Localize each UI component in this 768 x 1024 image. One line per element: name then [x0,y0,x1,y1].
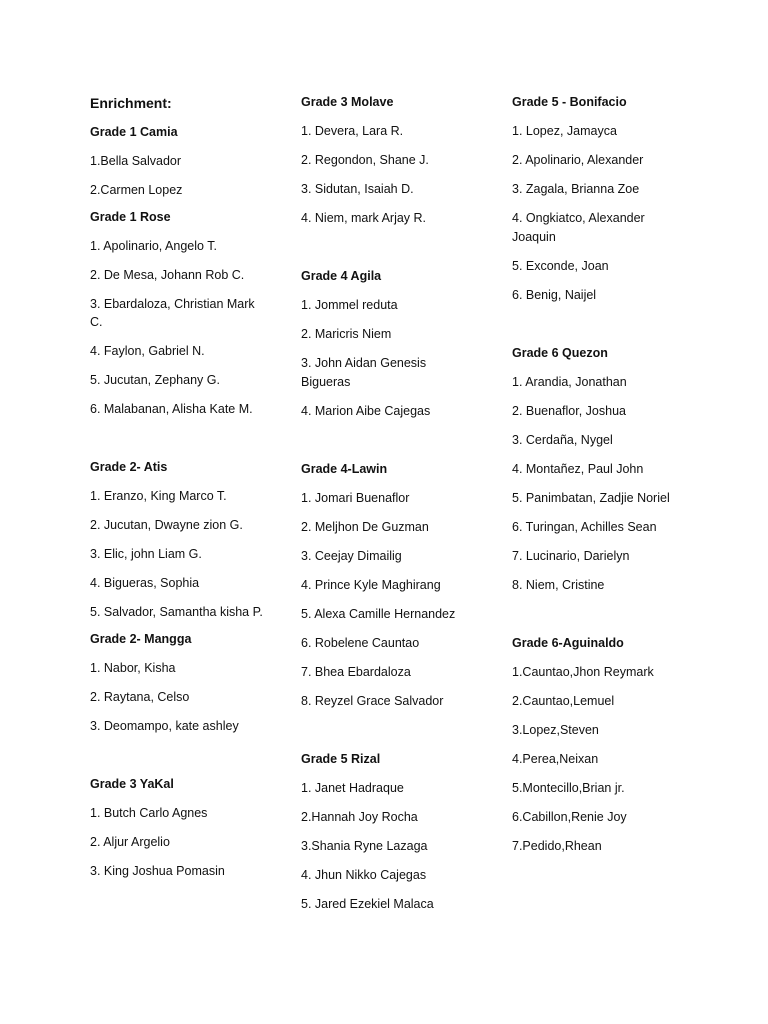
list-item: 1. Apolinario, Angelo T. [90,238,217,253]
section-grade-6-aguinaldo [512,634,687,856]
spacer [512,315,687,344]
list-item: 1. Butch Carlo Agnes [90,805,208,820]
list-item: 4. Marion Aibe Cajegas [301,403,431,418]
list-item: 3. Elic, john Liam G. [90,547,202,561]
list-item: 5. Salvador, Samantha kisha P. [90,605,263,619]
list-item: 2.Cauntao,Lemuel [512,693,615,708]
list-item: 8. Niem, Cristine [512,577,605,592]
section-heading: Grade 5 - Bonifacio [512,95,627,109]
list-item: 1.Cauntao,Jhon Reymark [512,664,654,679]
list-item: 2. Meljhon De Guzman [301,519,429,534]
list-item: 4. Niem, mark Arjay R. [301,211,427,225]
list-item: 3.Lopez,Steven [512,722,599,737]
section-grade-3-molave [301,93,476,228]
list-item: 5. Jucutan, Zephany G. [90,373,220,387]
list-item: 6. Benig, Naijel [512,287,597,302]
list-item: 5. Jared Ezekiel Malaca [301,896,434,911]
section-heading: Grade 6 Quezon [512,345,608,360]
list-item: 1. Janet Hadraque [301,780,404,795]
list-item: 1. Jommel reduta [301,298,398,312]
list-item: 7. Bhea Ebardaloza [301,664,411,679]
section-heading: Grade 3 Molave [301,95,394,109]
list-item: 6. Malabanan, Alisha Kate M. [90,402,253,416]
list-item: 5. Exconde, Joan [512,258,609,273]
list-item: 1.Bella Salvador [90,154,182,168]
list-item: 2. Jucutan, Dwayne zion G. [90,518,243,532]
list-item: 2. De Mesa, Johann Rob C. [90,267,245,282]
section-heading: Grade 1 Rose [90,209,171,224]
list-item: 5. Panimbatan, Zadjie Noriel [512,490,670,505]
list-item: 2. Raytana, Celso [90,689,190,704]
section-grade-5-bonifacio [512,93,687,304]
list-item: 1. Nabor, Kisha [90,660,176,675]
section-heading: Grade 2- Atis [90,460,168,474]
list-item: 1. Eranzo, King Marco T. [90,489,227,503]
list-item: 1. Devera, Lara R. [301,124,404,138]
column-3 [512,93,687,866]
list-item: 4. Faylon, Gabriel N. [90,344,205,358]
section-grade-1-rose [90,208,265,419]
spacer [301,721,476,750]
list-item: 2. Aljur Argelio [90,834,170,849]
section-heading: Grade 6-Aguinaldo [512,635,624,650]
list-item: 8. Reyzel Grace Salvador [301,693,444,708]
spacer [90,746,265,775]
list-item: 1. Arandia, Jonathan [512,374,627,389]
section-grade-5-rizal [301,750,476,914]
list-item: 3. Zagala, Brianna Zoe [512,182,640,196]
list-item: 5.Montecillo,Brian jr. [512,780,625,795]
list-item: 1. Lopez, Jamayca [512,124,617,138]
list-item: 2.Hannah Joy Rocha [301,809,418,824]
list-item: 7.Pedido,Rhean [512,838,602,853]
spacer [301,238,476,267]
section-grade-6-quezon [512,344,687,595]
list-item: 4. Prince Kyle Maghirang [301,577,441,592]
section-heading: Grade 5 Rizal [301,751,381,766]
list-item: 2. Apolinario, Alexander [512,153,644,167]
spacer [512,605,687,634]
list-item: 4. Bigueras, Sophia [90,576,200,590]
list-item: 3. Ceejay Dimailig [301,548,402,563]
list-item: 3. Ebardaloza, Christian Mark C. [90,296,255,329]
list-item: 7. Lucinario, Darielyn [512,548,630,563]
column-2 [301,93,476,924]
list-item: 3. Cerdaña, Nygel [512,432,613,447]
section-grade-1-camia [90,123,265,200]
spacer [301,431,476,460]
spacer [90,429,265,458]
section-grade-4-agila [301,267,476,420]
list-item: 2. Maricris Niem [301,327,392,341]
page-title: Enrichment: [90,95,172,111]
section-heading: Grade 3 YaKal [90,776,174,791]
section-grade-3-yakal [90,775,265,881]
section-heading: Grade 1 Camia [90,125,178,139]
list-item: 2. Regondon, Shane J. [301,153,429,167]
list-item: 6. Robelene Cauntao [301,635,420,650]
list-item: 3.Shania Ryne Lazaga [301,838,428,853]
list-item: 6. Turingan, Achilles Sean [512,519,657,534]
section-grade-4-lawin [301,460,476,711]
list-item: 2. Buenaflor, Joshua [512,403,626,418]
list-item: 3. Deomampo, kate ashley [90,718,239,733]
column-1 [90,94,265,891]
list-item: 3. King Joshua Pomasin [90,863,225,878]
section-heading: Grade 4 Agila [301,269,382,283]
list-item: 3. Sidutan, Isaiah D. [301,182,414,196]
list-item: 6.Cabillon,Renie Joy [512,809,627,824]
list-item: 4.Perea,Neixan [512,751,599,766]
list-item: 1. Jomari Buenaflor [301,490,410,505]
list-item: 4. Montañez, Paul John [512,461,644,476]
section-grade-2-atis [90,458,265,622]
list-item: 5. Alexa Camille Hernandez [301,606,456,621]
list-item: 4. Ongkiatco, Alexander Joaquin [512,211,645,244]
list-item: 3. John Aidan Genesis Bigueras [301,356,427,389]
section-heading: Grade 2- Mangga [90,631,192,646]
list-item: 2.Carmen Lopez [90,183,183,197]
section-grade-2-mangga [90,630,265,736]
section-heading: Grade 4-Lawin [301,461,388,476]
list-item: 4. Jhun Nikko Cajegas [301,867,427,882]
